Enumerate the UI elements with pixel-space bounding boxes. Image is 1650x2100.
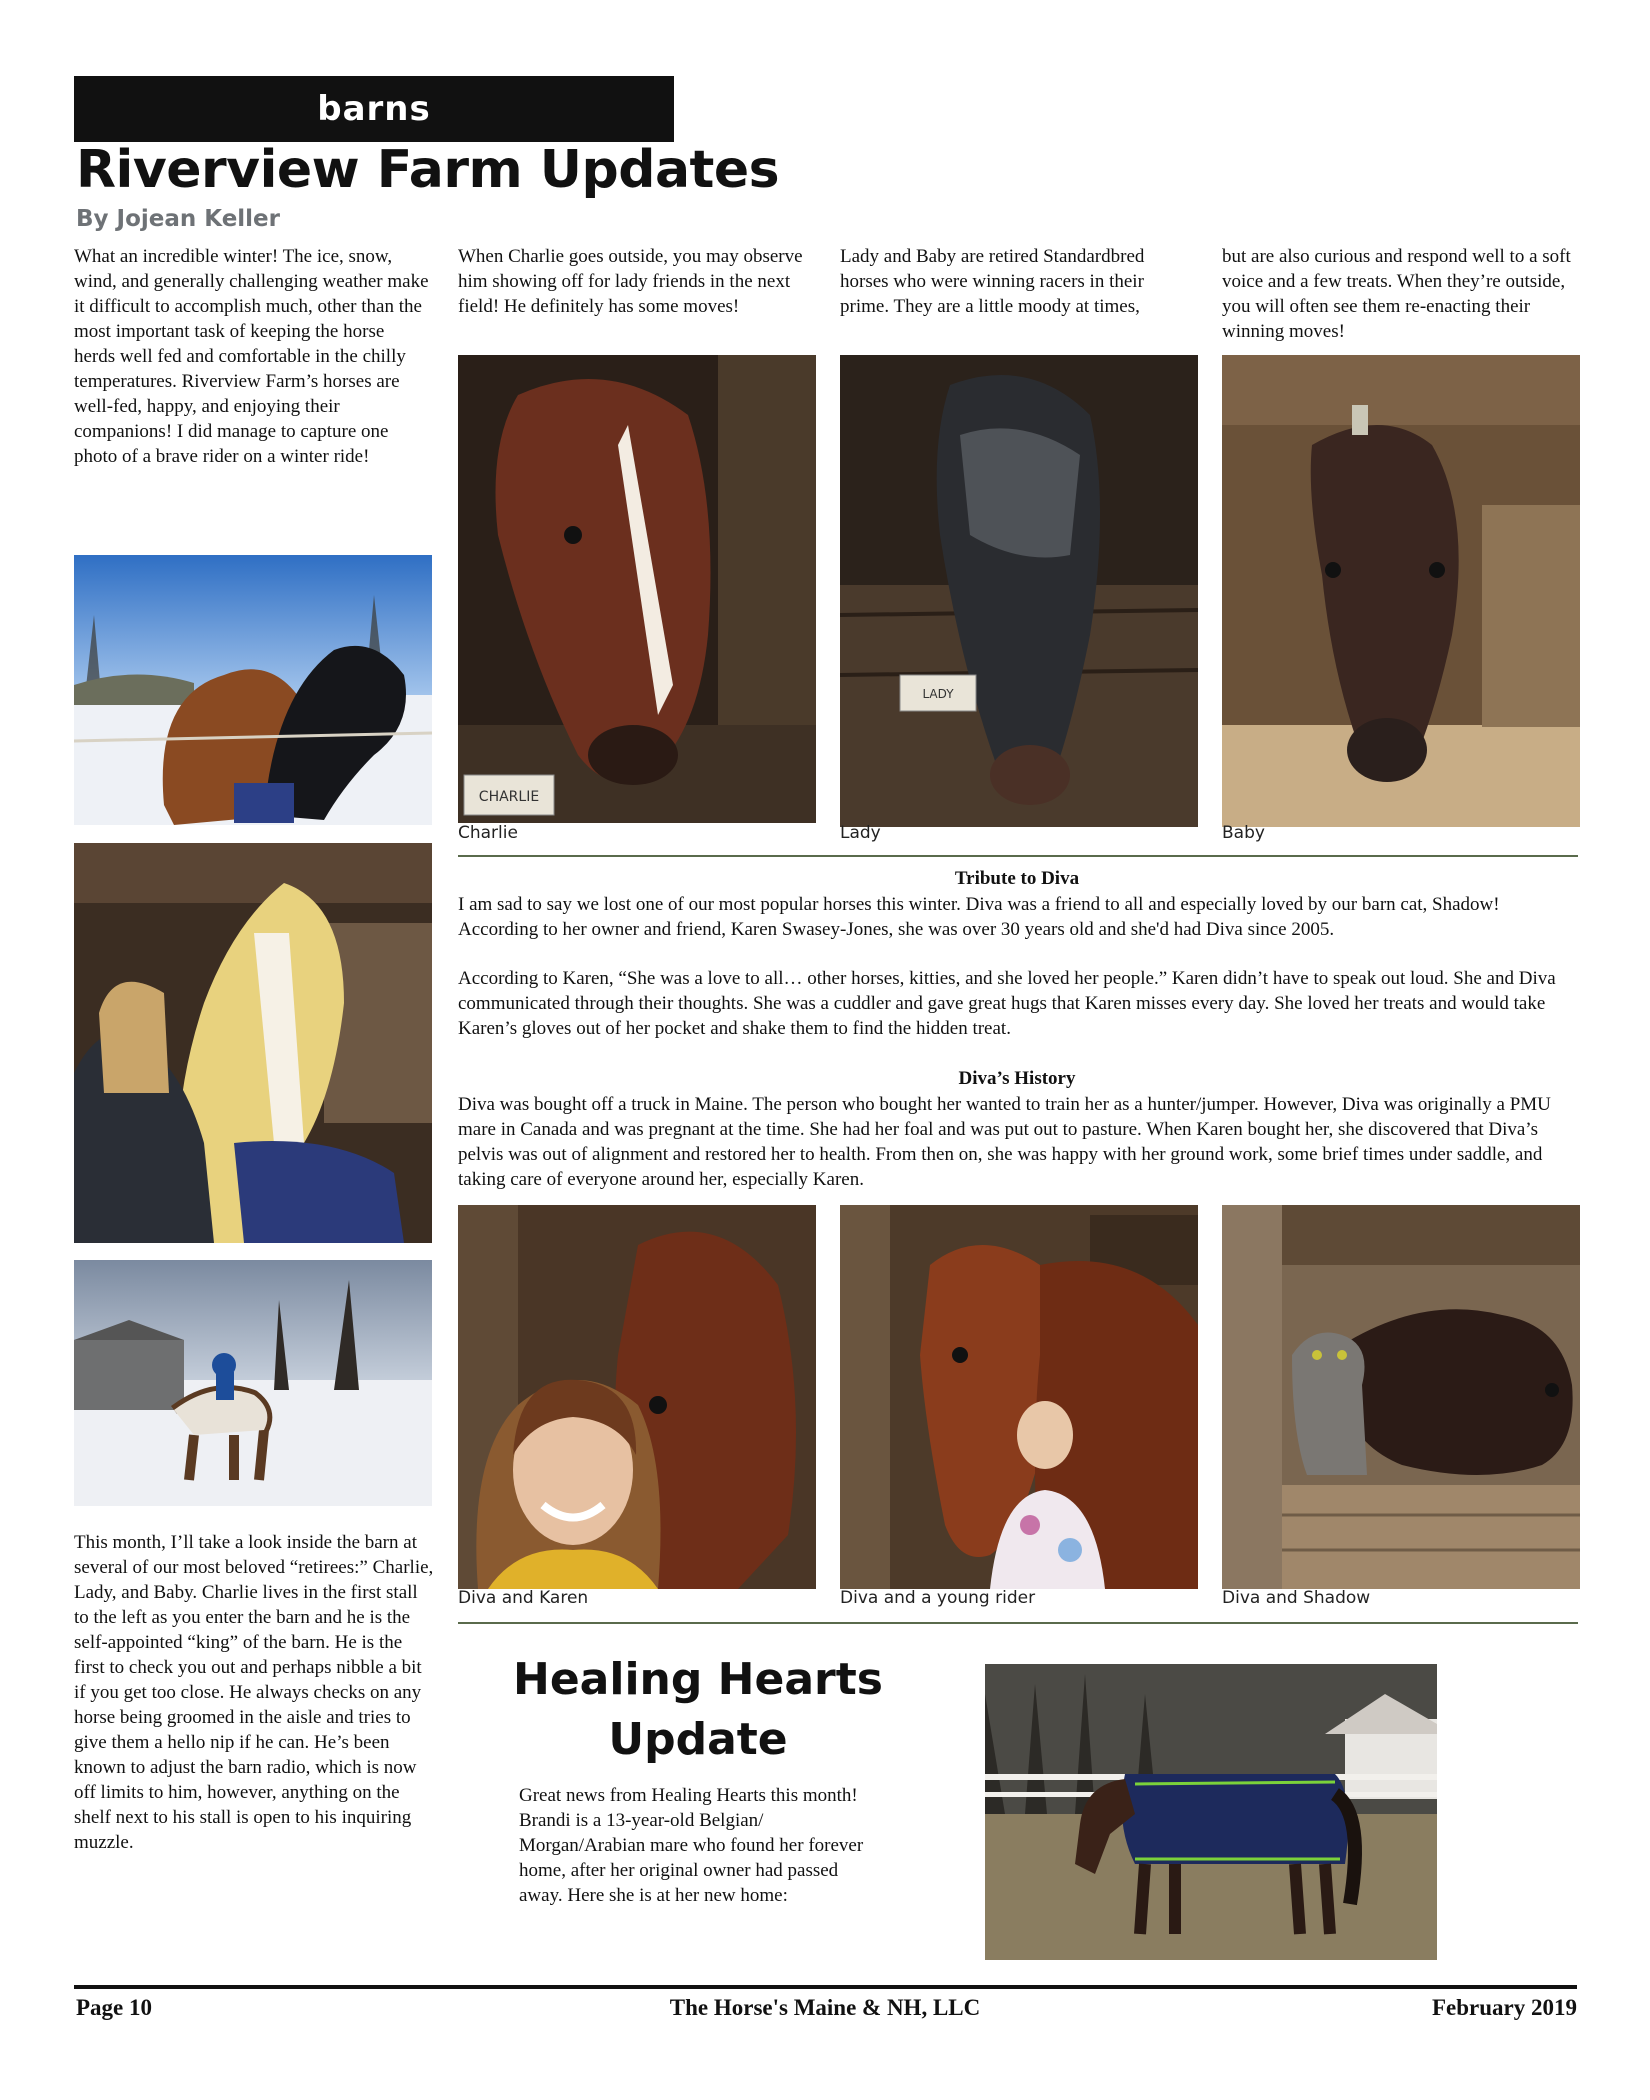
charlie-photo xyxy=(458,355,816,823)
two-horses-snow-photo xyxy=(74,555,432,825)
lady-photo xyxy=(840,355,1198,827)
history-paragraph: Diva was bought off a truck in Maine. The person who bought her wanted to train her as a hunter/jumper. However, Diva was originally a PMU mare in Canada and was pregnant at the time. She had her foal and was put out to pasture. When Karen bought her, she discovered that Diva’s pelvis was out of alignment and restored her to health. From then on, she was happy with her ground work, some brief times under saddle, and taking care of everyone around her, especially Karen. xyxy=(458,1094,1551,1190)
section-divider-2 xyxy=(458,1622,1578,1624)
byline: By Jojean Keller xyxy=(76,206,281,232)
brandi-mare-photo xyxy=(985,1664,1437,1960)
lady-stall-sign: LADY xyxy=(922,687,954,701)
publisher-name: The Horse's Maine & NH, LLC xyxy=(669,1995,981,2020)
diva-and-young-rider-photo xyxy=(840,1205,1198,1589)
diva-and-shadow-caption: Diva and Shadow xyxy=(1222,1588,1371,1608)
diva-and-karen-caption: Diva and Karen xyxy=(458,1588,589,1608)
woman-with-palomino-photo xyxy=(74,843,432,1243)
retirees-paragraph: This month, I’ll take a look inside the barn at several of our most beloved “retirees:” Charlie, Lady, and Baby. Charlie lives in the first stall to the left as you enter the barn and he is the self-appointed “king” of the barn. He is the first to check you out and perhaps nibble a bit if you get too close. He always checks on any horse being groomed in the aisle and tries to give them a hello nip if he can. He’s been known to adjust the barn radio, which is now off limits to him, however, anything on the shelf next to his stall is open to his inquiring muzzle. xyxy=(74,1532,434,1853)
intro-paragraph: What an incredible winter! The ice, snow, wind, and generally challenging weather make it difficult to accomplish much, other than the most important task of keeping the horse herds well fed and comfortable in the chilly temperatures. Riverview Farm’s horses are well-fed, happy, and enjoying their companions! I did manage to capture one photo of a brave rider on a winter ride! xyxy=(74,246,429,467)
issue-date: February 2019 xyxy=(1431,1995,1577,2020)
lady-baby-paragraph: Lady and Baby are retired Standardbred horses who were winning racers in their prime. They are a little moody at times, xyxy=(840,246,1145,317)
charlie-intro-paragraph: When Charlie goes outside, you may observe him showing off for lady friends in the next field! He definitely has some moves! xyxy=(458,246,803,317)
diva-and-karen-photo xyxy=(458,1205,816,1589)
diva-and-rider-caption: Diva and a young rider xyxy=(840,1588,1036,1608)
diva-and-shadow-photo xyxy=(1222,1205,1580,1589)
winter-rider-photo xyxy=(74,1260,432,1506)
healing-hearts-title-line1: Healing Hearts xyxy=(513,1654,883,1705)
tribute-paragraph-2: According to Karen, “She was a love to all… other horses, kitties, and she loved her people.” Karen didn’t have to speak out loud. She and Diva communicated through their thoughts. She was a cuddler and gave great hugs that Karen misses every day. She loved her treats and would take Karen’s gloves out of her pocket and shake them to find the hidden treat. xyxy=(458,968,1556,1039)
baby-photo xyxy=(1222,355,1580,827)
section-divider xyxy=(458,855,1578,857)
healing-hearts-paragraph: Great news from Healing Hearts this month! Brandi is a 13-year-old Belgian/ Morgan/Arabian mare who found her forever home, after her original owner had passed away. Here she is at her new home: xyxy=(519,1785,864,1906)
section-banner: barns xyxy=(74,76,674,142)
healing-hearts-title xyxy=(478,1650,918,1770)
baby-caption: Baby xyxy=(1222,823,1265,843)
tribute-paragraph-1: I am sad to say we lost one of our most popular horses this winter. Diva was a friend to all and especially loved by our barn cat, Shadow! According to her owner and friend, Karen Swasey-Jones, she was over 30 years old and she'd had Diva since 2005. xyxy=(458,894,1500,940)
footer-rule xyxy=(74,1985,1577,1989)
page-number: Page 10 xyxy=(76,1995,153,2020)
charlie-stall-sign: CHARLIE xyxy=(478,789,540,805)
lady-baby-paragraph-continued: but are also curious and respond well to a soft voice and a few treats. When they’re outside, you will often see them re-enacting their winning moves! xyxy=(1222,246,1571,342)
tribute-heading: Tribute to Diva xyxy=(954,868,1080,889)
headline: Riverview Farm Updates xyxy=(76,140,780,200)
lady-caption: Lady xyxy=(840,823,881,843)
history-heading: Diva’s History xyxy=(958,1068,1076,1089)
healing-hearts-title-line2: Update xyxy=(608,1714,788,1765)
charlie-caption: Charlie xyxy=(458,823,518,843)
